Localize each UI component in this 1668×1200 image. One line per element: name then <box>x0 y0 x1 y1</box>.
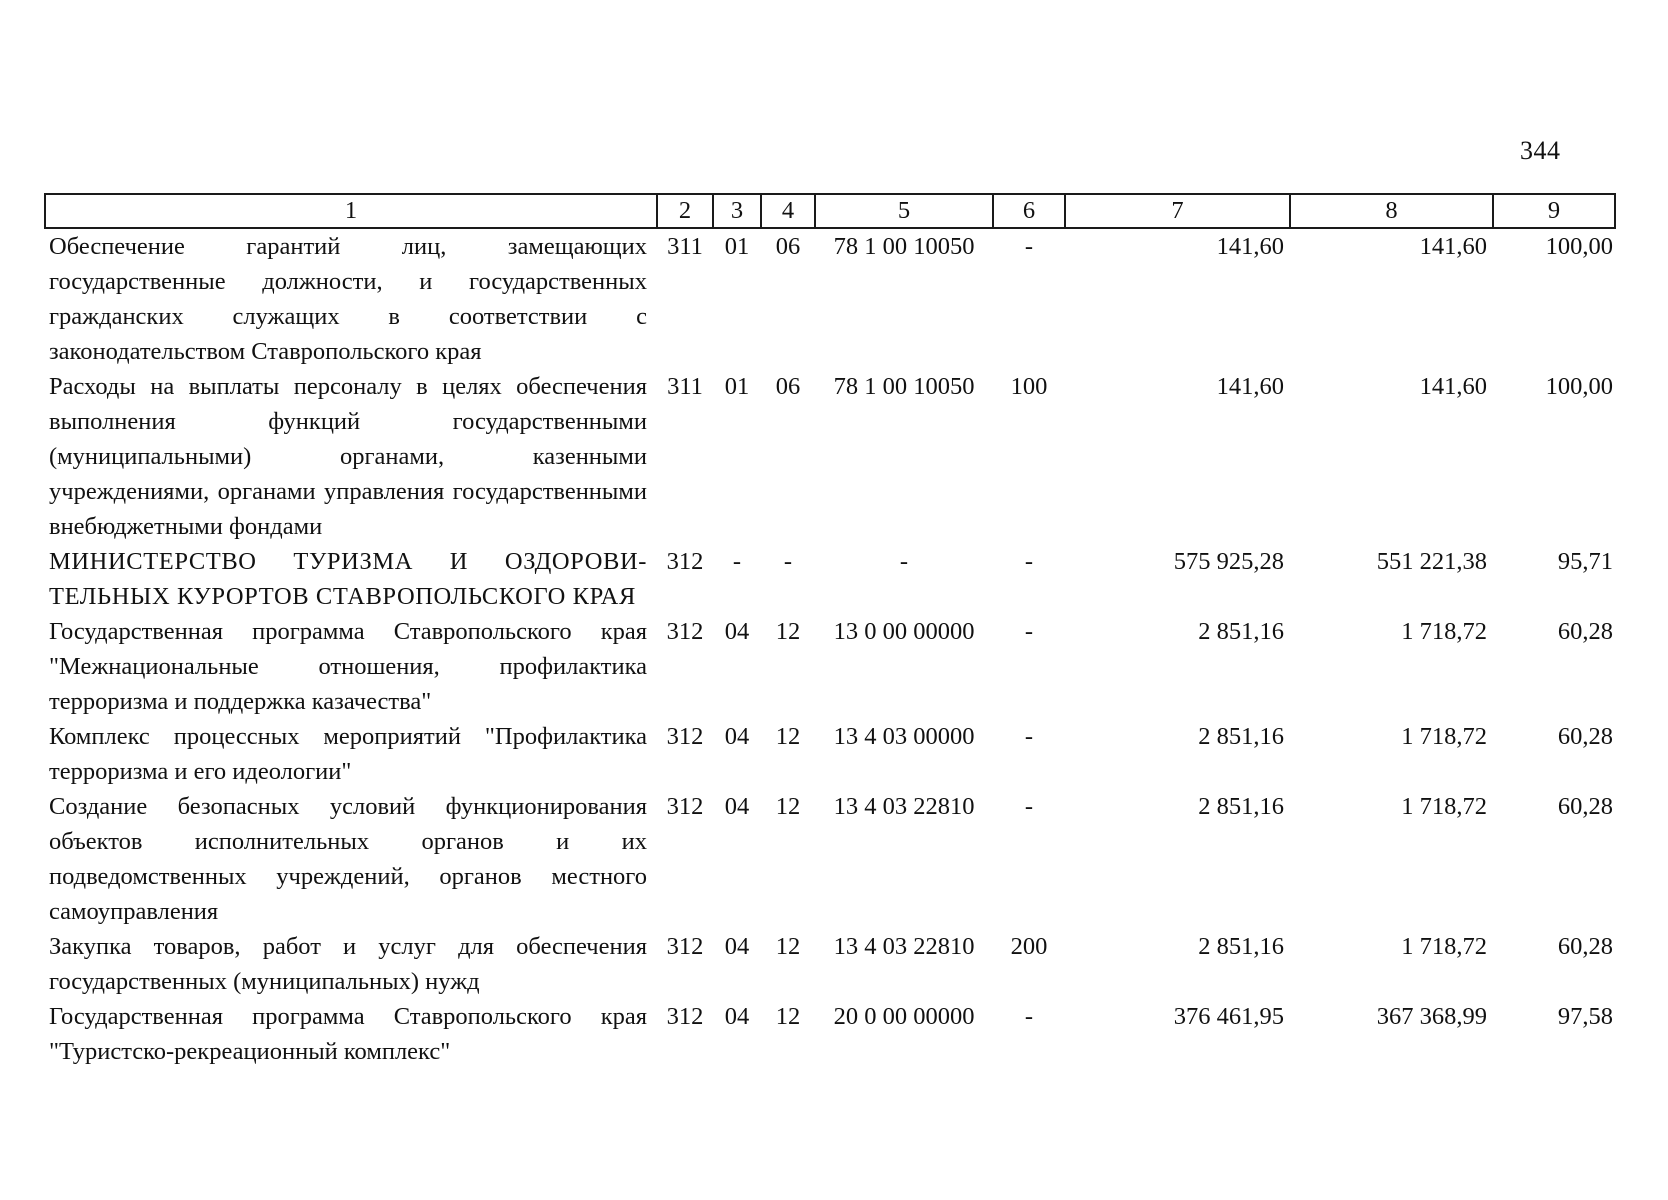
row-name: Расходы на выплаты персоналу в целях обеспечения выполнения функций государственными (муниципальными) органами, казенными учреждениями, органами управления государственными внебюджетными фондами <box>49 373 647 540</box>
cell-executed: 1 718,72 <box>1401 933 1487 960</box>
cell-target-article: - <box>899 548 909 575</box>
row-name: Государственная программа Ставропольского края "Межнациональные отношения, профилактика терроризма и поддержка казачества" <box>49 618 647 715</box>
cell-planned: 2 851,16 <box>1198 723 1284 750</box>
cell-percent: 60,28 <box>1557 793 1613 820</box>
cell-planned: 2 851,16 <box>1198 933 1284 960</box>
cell-executed: 141,60 <box>1419 233 1487 260</box>
row-name: Закупка товаров, работ и услуг для обеспечения государственных (муниципальных) нужд <box>49 933 647 995</box>
cell-executed: 141,60 <box>1419 373 1487 400</box>
row-name: Создание безопасных условий функционирования объектов исполнительных органов и их подведомственных учреждений, органов местного самоуправления <box>49 793 647 925</box>
cell-executed: 1 718,72 <box>1401 793 1487 820</box>
cell-section: 04 <box>724 723 750 750</box>
cell-percent: 100,00 <box>1545 233 1613 260</box>
cell-percent: 60,28 <box>1557 933 1613 960</box>
cell-section: 04 <box>724 1003 750 1030</box>
table-row <box>45 369 1615 544</box>
table-row <box>45 929 1615 999</box>
cell-section: 04 <box>724 618 750 645</box>
cell-expense-type: 100 <box>1010 373 1048 400</box>
cell-planned: 141,60 <box>1216 233 1284 260</box>
cell-expense-type: 200 <box>1010 933 1048 960</box>
cell-section: 01 <box>724 233 750 260</box>
cell-section: 04 <box>724 793 750 820</box>
cell-target-article: 13 0 00 00000 <box>833 618 975 645</box>
cell-percent: 97,58 <box>1557 1003 1613 1030</box>
cell-executed: 551 221,38 <box>1376 548 1487 575</box>
cell-planned: 2 851,16 <box>1198 793 1284 820</box>
cell-target-article: 78 1 00 10050 <box>833 233 975 260</box>
cell-subsection: 06 <box>775 373 801 400</box>
row-name: Государственная программа Ставропольского края "Туристско-рекреационный комплекс" <box>49 1003 647 1065</box>
page-number: 344 <box>1520 136 1561 165</box>
cell-percent: 60,28 <box>1557 618 1613 645</box>
cell-expense-type: - <box>1024 1003 1034 1030</box>
table-row <box>45 228 1615 369</box>
cell-subsection: 06 <box>775 233 801 260</box>
cell-planned: 376 461,95 <box>1173 1003 1284 1030</box>
cell-percent: 60,28 <box>1557 723 1613 750</box>
cell-expense-type: - <box>1024 618 1034 645</box>
cell-subsection: 12 <box>775 933 801 960</box>
cell-planned: 575 925,28 <box>1173 548 1284 575</box>
cell-percent: 95,71 <box>1557 548 1613 575</box>
cell-expense-type: - <box>1024 548 1034 575</box>
cell-subsection: 12 <box>775 1003 801 1030</box>
row-name: Комплекс процессных мероприятий "Профилактика терроризма и его идеологии" <box>49 723 647 785</box>
cell-target-article: 78 1 00 10050 <box>833 373 975 400</box>
cell-target-article: 13 4 03 22810 <box>833 933 975 960</box>
cell-ministry-code: 312 <box>666 548 704 575</box>
column-header: 4 <box>761 194 815 228</box>
cell-target-article: 13 4 03 22810 <box>833 793 975 820</box>
cell-ministry-code: 312 <box>666 618 704 645</box>
row-name: Обеспечение гарантий лиц, замещающих государственные должности, и государственных гражданских служащих в соответствии с законодательством Ставропольского края <box>49 233 647 365</box>
cell-section: 04 <box>724 933 750 960</box>
column-header: 5 <box>815 194 993 228</box>
table-row <box>45 999 1615 1069</box>
cell-target-article: 20 0 00 00000 <box>833 1003 975 1030</box>
column-header: 9 <box>1493 194 1615 228</box>
table-header <box>45 194 1615 228</box>
row-name: МИНИСТЕРСТВО ТУРИЗМА И ОЗДОРОВИ-ТЕЛЬНЫХ КУРОРТОВ СТАВРОПОЛЬСКОГО КРАЯ <box>49 548 647 610</box>
cell-percent: 100,00 <box>1545 373 1613 400</box>
cell-subsection: 12 <box>775 723 801 750</box>
cell-target-article: 13 4 03 00000 <box>833 723 975 750</box>
budget-table <box>44 193 1616 1069</box>
column-header: 3 <box>713 194 761 228</box>
cell-expense-type: - <box>1024 723 1034 750</box>
cell-ministry-code: 312 <box>666 723 704 750</box>
cell-subsection: - <box>783 548 793 575</box>
table-body <box>45 228 1615 1069</box>
cell-section: - <box>732 548 742 575</box>
cell-ministry-code: 312 <box>666 1003 704 1030</box>
cell-ministry-code: 312 <box>666 933 704 960</box>
cell-executed: 367 368,99 <box>1376 1003 1487 1030</box>
column-header: 2 <box>657 194 713 228</box>
cell-expense-type: - <box>1024 793 1034 820</box>
cell-subsection: 12 <box>775 618 801 645</box>
table-row <box>45 614 1615 719</box>
cell-planned: 2 851,16 <box>1198 618 1284 645</box>
cell-planned: 141,60 <box>1216 373 1284 400</box>
table-row <box>45 789 1615 929</box>
cell-expense-type: - <box>1024 233 1034 260</box>
column-header: 6 <box>993 194 1065 228</box>
column-header: 7 <box>1065 194 1290 228</box>
cell-ministry-code: 311 <box>667 373 703 400</box>
cell-ministry-code: 312 <box>666 793 704 820</box>
cell-subsection: 12 <box>775 793 801 820</box>
cell-ministry-code: 311 <box>667 233 703 260</box>
column-header: 8 <box>1290 194 1493 228</box>
table-row <box>45 544 1615 614</box>
column-header: 1 <box>45 194 657 228</box>
cell-executed: 1 718,72 <box>1401 618 1487 645</box>
header-row <box>45 194 1615 228</box>
cell-executed: 1 718,72 <box>1401 723 1487 750</box>
table-row <box>45 719 1615 789</box>
cell-section: 01 <box>724 373 750 400</box>
